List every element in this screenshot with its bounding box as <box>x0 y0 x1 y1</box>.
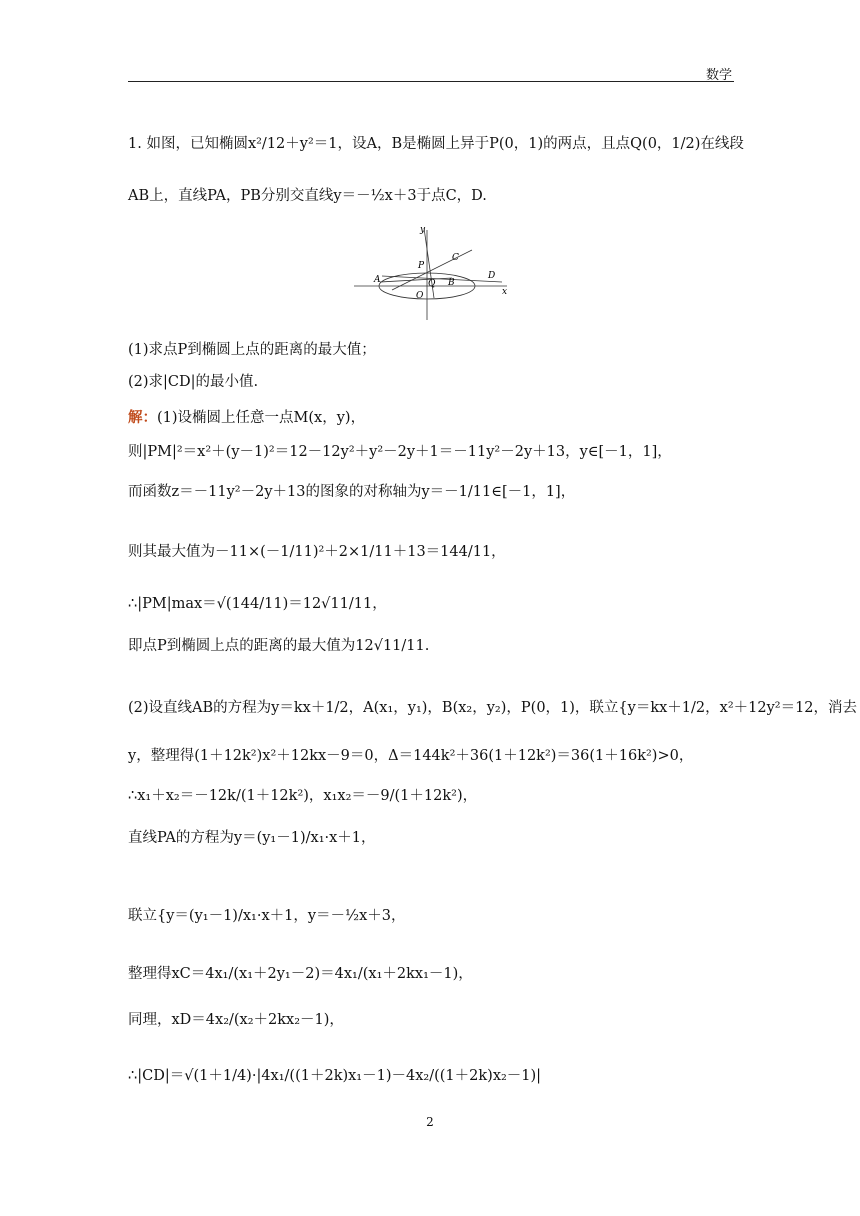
label-a: A <box>374 275 381 285</box>
solution-line-6: 即点P到椭圆上点的距离的最大值为12√11/11. <box>128 638 430 654</box>
solution-line-10: 直线PA的方程为y＝(y₁－1)/x₁·x＋1， <box>128 830 376 846</box>
problem-part-1: (1)求点P到椭圆上点的距离的最大值； <box>128 342 376 358</box>
solution-label: 解： <box>128 409 157 426</box>
solution-line-3: 而函数z＝－11y²－2y＋13的图象的对称轴为y＝－1/11∈[－1，1]， <box>128 484 576 500</box>
solution-line-14: ∴|CD|＝√(1＋1/4)·|4x₁/((1＋2k)x₁－1)－4x₂/((1＋2k)x₂－1)| <box>128 1068 542 1084</box>
page-number: 2 <box>426 1115 434 1129</box>
label-q: Q <box>428 279 436 289</box>
label-p: P <box>418 261 425 271</box>
problem-part-2: (2)求|CD|的最小值. <box>128 374 259 390</box>
solution-text-1: (1)设椭圆上任意一点M(x，y)， <box>157 410 366 426</box>
solution-line-1 <box>128 406 365 427</box>
label-x: x <box>502 287 508 297</box>
label-b: B <box>448 278 455 288</box>
label-c: C <box>452 253 459 263</box>
chord-ab <box>380 278 452 282</box>
label-o: O <box>416 291 424 301</box>
label-y: y <box>420 225 426 235</box>
solution-line-13: 同理，xD＝4x₂/(x₂＋2kx₂－1)， <box>128 1012 344 1028</box>
solution-line-12: 整理得xC＝4x₁/(x₁＋2y₁－2)＝4x₁/(x₁＋2kx₁－1)， <box>128 966 473 982</box>
header-rule <box>128 81 734 82</box>
problem-intro-line-1: 1. 如图，已知椭圆x²/12＋y²＝1，设A，B是椭圆上异于P(0，1)的两点，且点Q(0，1/2)在线段 <box>128 136 744 152</box>
solution-line-9: ∴x₁＋x₂＝－12k/(1＋12k²)，x₁x₂＝－9/(1＋12k²)， <box>128 788 478 804</box>
solution-line-2: 则|PM|²＝x²＋(y－1)²＝12－12y²＋y²－2y＋1＝－11y²－2y＋13，y∈[－1，1]， <box>128 444 672 460</box>
solution-line-4: 则其最大值为－11×(－1/11)²＋2×1/11＋13＝144/11， <box>128 544 506 560</box>
solution-line-7: (2)设直线AB的方程为y＝kx＋1/2，A(x₁，y₁)，B(x₂，y₂)，P(0，1)，联立{y＝kx＋1/2，x²＋12y²＝12，消去 <box>128 700 858 716</box>
subject-title: 数学 <box>705 68 732 83</box>
page-header <box>0 0 860 82</box>
solution-line-11: 联立{y＝(y₁－1)/x₁·x＋1，y＝－½x＋3， <box>128 908 406 924</box>
solution-line-5: ∴|PM|max＝√(144/11)＝12√11/11， <box>128 596 387 612</box>
problem-intro-line-2: AB上，直线PA，PB分别交直线y＝－½x＋3于点C，D. <box>128 188 487 204</box>
ellipse-figure <box>352 220 512 324</box>
solution-line-8: y，整理得(1＋12k²)x²＋12kx－9＝0，Δ＝144k²＋36(1＋12k²)＝36(1＋16k²)>0， <box>128 748 694 764</box>
label-d: D <box>488 271 496 281</box>
